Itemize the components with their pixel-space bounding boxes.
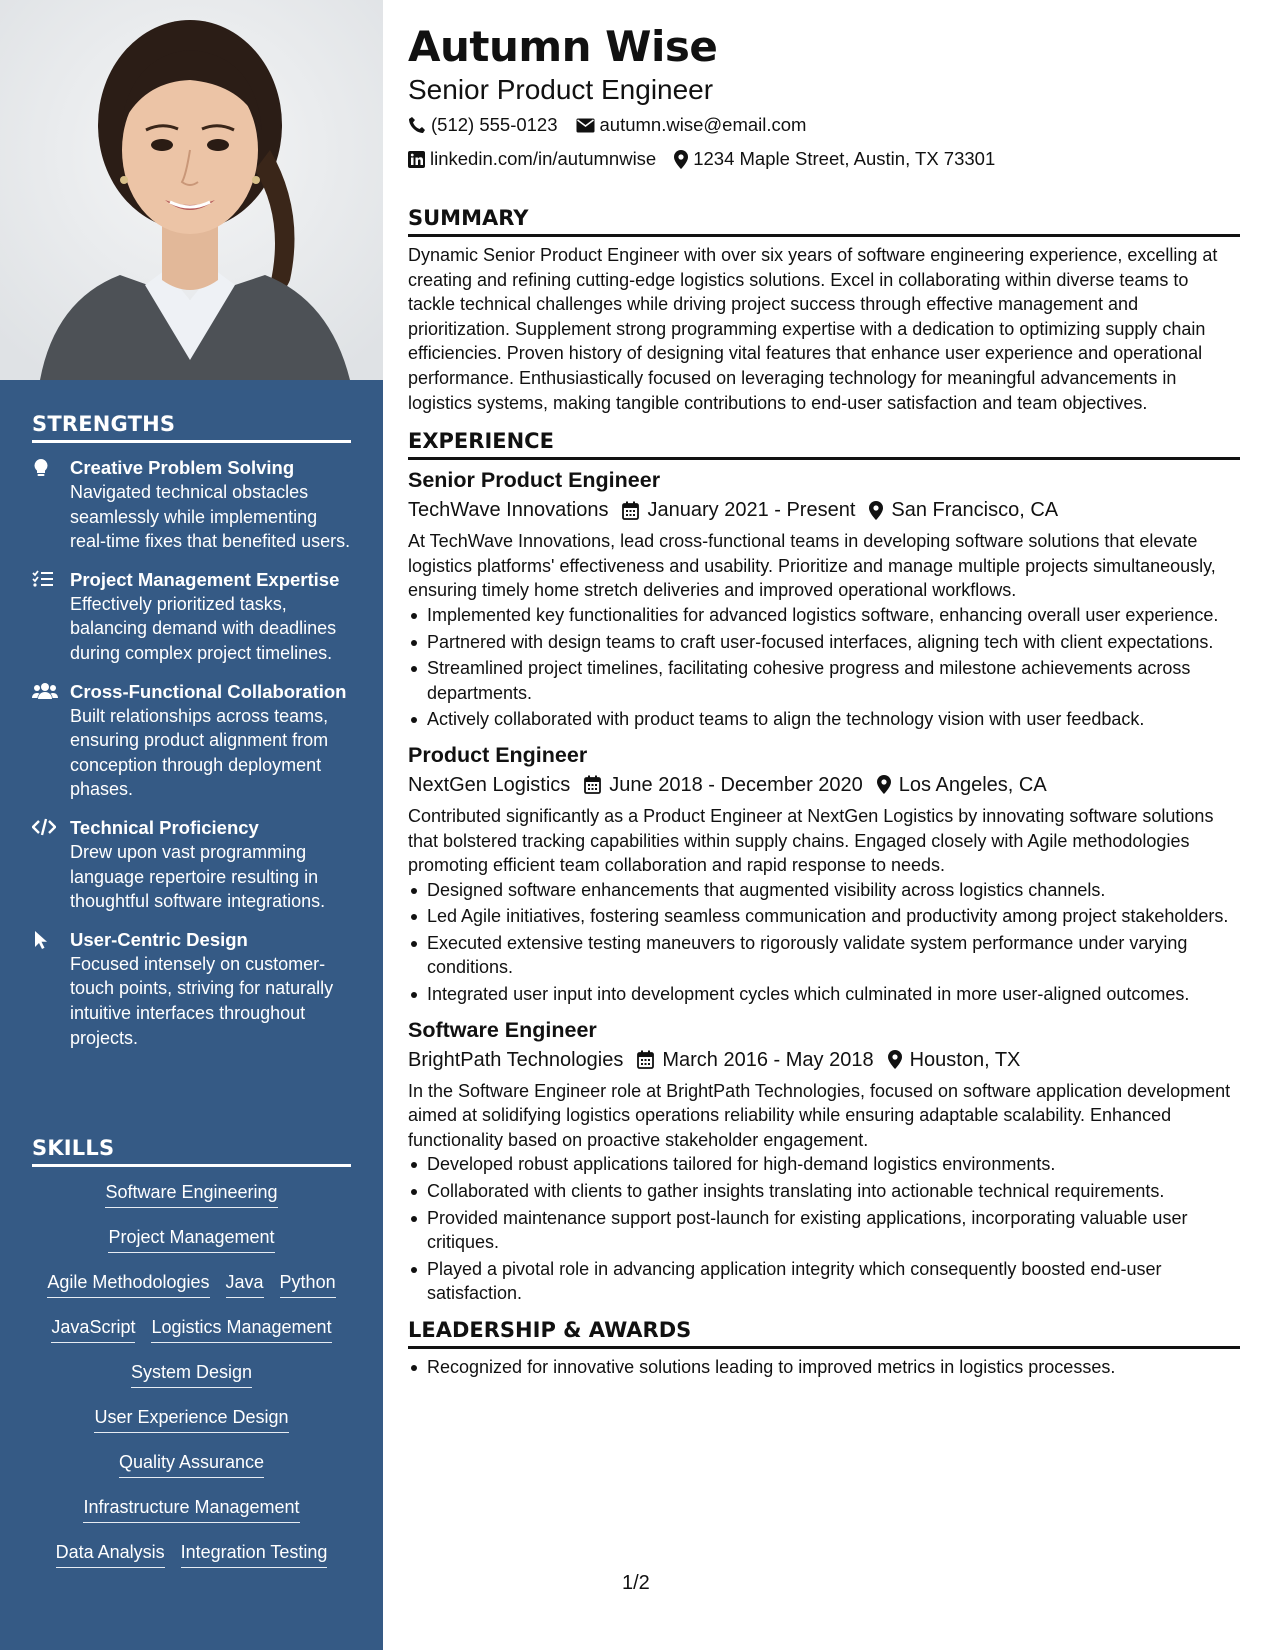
envelope-icon: [576, 118, 595, 133]
strength-item: [32, 815, 354, 914]
strength-title: Project Management Expertise: [70, 568, 340, 590]
strength-title: Technical Proficiency: [70, 816, 259, 838]
job-description: At TechWave Innovations, lead cross-functional teams in developing software solutions that elevate logistics platforms' effectiveness and usability. Prioritize and manage multiple projects simultaneously, ensuring timely home stretch deliveries and improved operational workflows.: [408, 531, 1216, 601]
lightbulb-icon: [32, 455, 70, 554]
profile-photo: [0, 0, 383, 380]
job-entry: [408, 1015, 1240, 1306]
job-entry: [408, 465, 1240, 732]
email-text: autumn.wise@email.com: [599, 114, 807, 135]
phone-icon: [408, 116, 426, 134]
job-bullets: [408, 1152, 1240, 1306]
job-title: Senior Product Engineer: [408, 468, 661, 493]
skill-tag: Quality Assurance: [119, 1450, 264, 1478]
strength-desc: Built relationships across teams, ensuring product alignment from conception through deployment phases.: [70, 705, 329, 800]
calendar-icon: [622, 501, 639, 520]
strength-item: [32, 679, 354, 802]
bullet-item: Streamlined project timelines, facilitating cohesive progress and milestone achievements across departments.: [408, 656, 1240, 705]
job-location: Houston, TX: [909, 1048, 1021, 1071]
candidate-name: Autumn Wise: [408, 22, 718, 71]
job-description: In the Software Engineer role at BrightPath Technologies, focused on software application development aimed at solidifying logistics operations reliability while ensuring adaptable scalability. Enhanced functionality based on proactive stakeholder engagement.: [408, 1080, 1231, 1150]
job-company: BrightPath Technologies: [408, 1048, 624, 1071]
summary-text: Dynamic Senior Product Engineer with over six years of software engineering experience, excelling at creating and refining cutting-edge logistics solutions. Excel in collaborating within diverse teams to tackle technical challenges while driving project success through effective management and prioritization. Supplement strong programming expertise with a dedication to optimizing supply chain efficiencies. Proven history of designing vital features that enhance user experience and operational performance. Enthusiastically focused on leveraging technology for meaningful advancements in logistics systems, making tangible contributions to end-user satisfaction and team objectives.: [408, 245, 1218, 413]
map-pin-icon: [674, 150, 688, 169]
job-location: Los Angeles, CA: [898, 773, 1047, 796]
job-dates: March 2016 - May 2018: [662, 1048, 874, 1071]
page-number: 1/2: [622, 1572, 650, 1594]
contact-row: [408, 110, 1240, 140]
bullet-item: Actively collaborated with product teams to align the technology vision with user feedback.: [408, 707, 1240, 732]
strengths-heading: STRENGTHS: [32, 412, 351, 443]
skill-tag: Data Analysis: [56, 1540, 165, 1568]
strength-item: [32, 927, 354, 1050]
strength-item: [32, 455, 354, 554]
experience-heading: EXPERIENCE: [408, 427, 1240, 460]
strength-title: Cross-Functional Collaboration: [70, 680, 347, 702]
tasks-icon: [32, 567, 70, 666]
users-icon: [32, 679, 70, 802]
job-title: Product Engineer: [408, 742, 588, 767]
strength-title: Creative Problem Solving: [70, 457, 295, 478]
job-bullets: [408, 878, 1240, 1007]
map-pin-icon: [888, 1050, 902, 1069]
address-contact: [674, 144, 995, 174]
bullet-item: Played a pivotal role in advancing application integrity which consequently boosted end-user satisfaction.: [408, 1257, 1240, 1306]
bullet-item: Integrated user input into development cycles which culminated in more user-aligned outcomes.: [408, 982, 1240, 1007]
job-dates: June 2018 - December 2020: [609, 773, 863, 796]
bullet-item: Executed extensive testing maneuvers to rigorously validate system performance under varying conditions.: [408, 931, 1240, 980]
job-title: Software Engineer: [408, 1017, 597, 1042]
skill-tag: Project Management: [108, 1225, 274, 1253]
job-description: Contributed significantly as a Product Engineer at NextGen Logistics by innovating software solutions that bolstered tracking capabilities within supply chains. Engaged closely with Agile methodologies promoting efficient team collaboration and rapid response to needs.: [408, 805, 1214, 876]
job-entry: [408, 740, 1240, 1007]
summary-heading: SUMMARY: [408, 204, 1240, 237]
skills-list: [32, 1180, 351, 1585]
bullet-item: Recognized for innovative solutions leading to improved metrics in logistics processes.: [408, 1355, 1240, 1380]
strength-desc: Drew upon vast programming language repertoire resulting in thoughtful software integrations.: [70, 841, 326, 912]
job-meta: [408, 1045, 1240, 1075]
bullet-item: Partnered with design teams to craft user-focused interfaces, aligning tech with client expectations.: [408, 630, 1240, 655]
candidate-title: Senior Product Engineer: [408, 74, 714, 105]
job-location: San Francisco, CA: [891, 499, 1059, 522]
calendar-icon: [584, 775, 601, 794]
code-icon: [32, 815, 70, 914]
skill-tag: Java: [226, 1270, 264, 1298]
sidebar: [0, 0, 383, 1650]
linkedin-icon: [408, 151, 425, 168]
strengths-list: [32, 455, 354, 1063]
map-pin-icon: [877, 775, 891, 794]
linkedin-text: linkedin.com/in/autumnwise: [430, 148, 657, 169]
phone-contact[interactable]: [408, 110, 558, 140]
strength-desc: Focused intensely on customer-touch points, striving for naturally intuitive interfaces throughout projects.: [70, 953, 334, 1048]
skill-tag: Infrastructure Management: [83, 1495, 299, 1523]
bullet-item: Designed software enhancements that augmented visibility across logistics channels.: [408, 878, 1240, 903]
job-dates: January 2021 - Present: [647, 499, 856, 522]
strength-desc: Effectively prioritized tasks, balancing demand with deadlines during complex project timelines.: [70, 593, 337, 663]
email-contact[interactable]: [576, 110, 807, 140]
phone-text: (512) 555-0123: [431, 114, 558, 135]
address-text: 1234 Maple Street, Austin, TX 73301: [693, 148, 996, 169]
job-bullets: [408, 603, 1240, 732]
leadership-heading: LEADERSHIP & AWARDS: [408, 1316, 1240, 1349]
skill-tag: Python: [280, 1270, 336, 1298]
job-meta: [408, 495, 1240, 525]
strength-item: [32, 567, 354, 666]
skill-tag: JavaScript: [51, 1315, 135, 1343]
linkedin-contact[interactable]: [408, 144, 656, 174]
bullet-item: Collaborated with clients to gather insights translating into actionable technical requirements.: [408, 1179, 1240, 1204]
main-content: [408, 20, 1240, 1382]
skill-tag: Integration Testing: [181, 1540, 328, 1568]
job-company: TechWave Innovations: [408, 499, 609, 522]
skill-tag: Software Engineering: [105, 1180, 277, 1208]
bullet-item: Led Agile initiatives, fostering seamless communication and productivity among project stakeholders.: [408, 904, 1240, 929]
skills-heading: SKILLS: [32, 1136, 351, 1167]
skill-tag: Agile Methodologies: [47, 1270, 209, 1298]
cursor-icon: [32, 927, 70, 1050]
strength-desc: Navigated technical obstacles seamlessly while implementing real-time fixes that benefited users.: [70, 482, 351, 552]
bullet-item: Implemented key functionalities for advanced logistics software, enhancing overall user experience.: [408, 603, 1240, 628]
strength-title: User-Centric Design: [70, 928, 248, 950]
contact-row: [408, 144, 1240, 174]
bullet-item: Developed robust applications tailored for high-demand logistics environments.: [408, 1152, 1240, 1177]
job-company: NextGen Logistics: [408, 773, 571, 796]
calendar-icon: [637, 1050, 654, 1069]
map-pin-icon: [869, 501, 883, 520]
skill-tag: System Design: [131, 1360, 252, 1388]
job-meta: [408, 770, 1240, 800]
leadership-bullets: [408, 1355, 1240, 1380]
skill-tag: Logistics Management: [151, 1315, 331, 1343]
bullet-item: Provided maintenance support post-launch for existing applications, incorporating valuable user critiques.: [408, 1206, 1240, 1255]
skill-tag: User Experience Design: [94, 1405, 288, 1433]
